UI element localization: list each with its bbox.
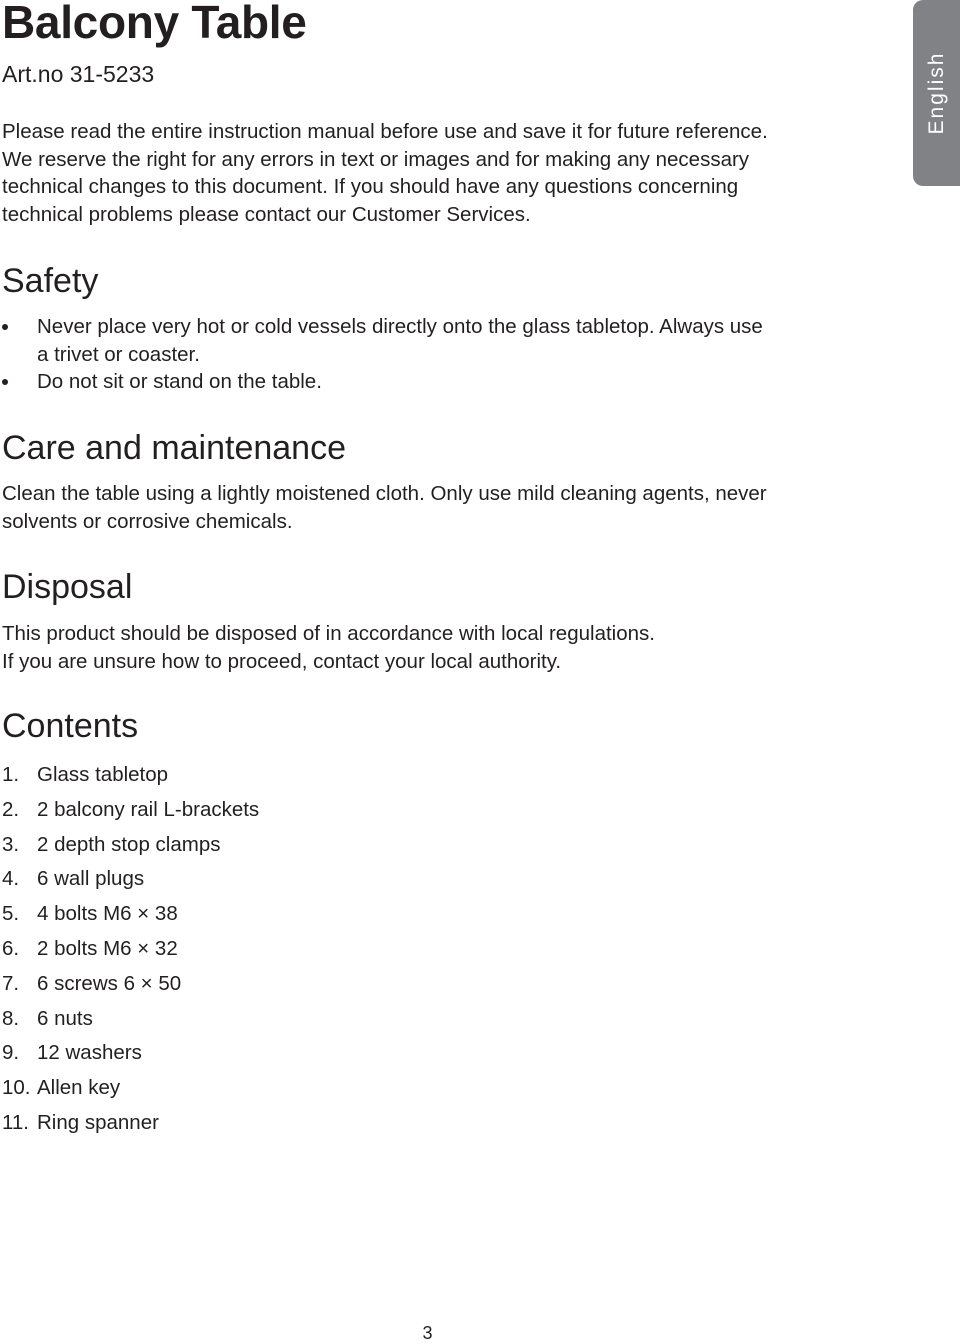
list-number: 11. [2, 1110, 29, 1134]
safety-item-line: a trivet or coaster. [37, 342, 200, 366]
safety-list [0, 313, 763, 396]
contents-item-text: 6 wall plugs [37, 867, 145, 891]
list-item [0, 862, 259, 897]
care-line: Clean the table using a lightly moistened cloth. Only use mild cleaning agents, never [2, 482, 767, 505]
safety-item-line: Do not sit or stand on the table. [37, 370, 322, 393]
list-item [0, 368, 763, 396]
contents-item-text: 4 bolts M6 × 38 [37, 902, 178, 926]
contents-heading: Contents [2, 707, 139, 745]
disposal-line: This product should be disposed of in accordance with local regulations. [2, 622, 655, 645]
list-item [0, 828, 259, 863]
list-number: 2. [2, 797, 20, 821]
document-title: Balcony Table [2, 0, 307, 48]
intro-line: technical changes to this document. If you should have any questions concerning [2, 175, 739, 198]
language-tab [913, 0, 960, 186]
contents-item-text: 2 depth stop clamps [37, 832, 221, 856]
language-tab-label: English [924, 51, 948, 135]
disposal-line: If you are unsure how to proceed, contact your local authority. [2, 649, 562, 673]
safety-heading: Safety [2, 262, 99, 300]
list-number: 10. [2, 1076, 31, 1100]
list-item [0, 313, 763, 368]
contents-item-text: Ring spanner [37, 1110, 159, 1134]
list-number: 6. [2, 936, 20, 960]
intro-line: Please read the entire instruction manual before use and save it for future reference. [2, 120, 768, 143]
article-number: Art.no 31-5233 [2, 61, 155, 87]
intro-line: technical problems please contact our Customer Services. [2, 202, 531, 226]
contents-item-text: 2 bolts M6 × 32 [37, 936, 178, 960]
page-number: 3 [422, 1323, 433, 1343]
intro-paragraph [2, 118, 862, 228]
list-item [0, 1002, 259, 1037]
list-number: 3. [2, 832, 20, 856]
contents-item-text: 2 balcony rail L-brackets [37, 797, 260, 821]
disposal-heading: Disposal [2, 568, 133, 606]
list-item [0, 1106, 259, 1141]
safety-item-line: Never place very hot or cold vessels directly onto the glass tabletop. Always use [37, 315, 763, 338]
list-item [0, 967, 259, 1002]
care-line: solvents or corrosive chemicals. [2, 509, 293, 533]
bullet-icon [2, 379, 8, 385]
list-number: 9. [2, 1041, 20, 1065]
list-number: 4. [2, 867, 20, 891]
list-item [0, 932, 259, 967]
list-number: 1. [2, 763, 20, 786]
intro-line: We reserve the right for any errors in text or images and for making any necessary [2, 147, 750, 171]
contents-item-text: 6 screws 6 × 50 [37, 971, 182, 995]
list-item [0, 1071, 259, 1106]
contents-list [0, 758, 259, 1141]
list-item [0, 758, 259, 793]
contents-item-text: 6 nuts [37, 1006, 93, 1030]
list-number: 5. [2, 902, 20, 926]
contents-item-text: Allen key [37, 1076, 121, 1100]
list-number: 7. [2, 971, 20, 995]
care-heading: Care and maintenance [2, 429, 347, 467]
bullet-icon [2, 324, 8, 330]
list-number: 8. [2, 1006, 20, 1030]
list-item [0, 793, 259, 828]
list-item [0, 897, 259, 932]
list-item [0, 1036, 259, 1071]
disposal-paragraph [2, 620, 862, 675]
contents-item-text: Glass tabletop [37, 763, 169, 786]
care-paragraph [2, 480, 862, 535]
contents-item-text: 12 washers [37, 1041, 142, 1065]
